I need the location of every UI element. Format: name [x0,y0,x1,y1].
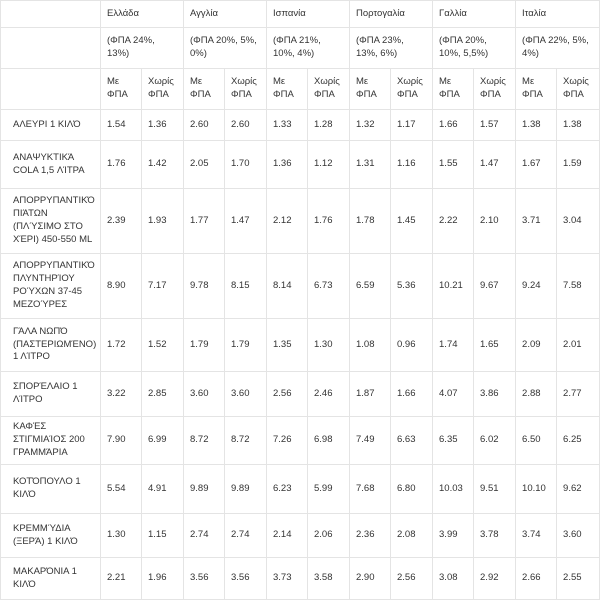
price-without-vat: 1.52 [142,319,184,372]
price-with-vat: 1.31 [350,141,391,189]
price-without-vat: 1.42 [142,141,184,189]
price-without-vat: 3.60 [557,514,600,558]
vat-rates: (ΦΠΑ 24%, 13%) [101,28,184,69]
price-without-vat: 7.58 [557,254,600,319]
price-with-vat: 7.26 [267,417,308,465]
price-with-vat: 5.54 [101,465,142,514]
table-row [1,141,600,189]
with-vat-header: Με ΦΠΑ [433,69,474,110]
country-header-row [1,1,600,28]
price-with-vat: 3.73 [267,558,308,600]
price-without-vat: 1.36 [142,110,184,141]
price-without-vat: 1.47 [225,189,267,254]
price-without-vat: 3.78 [474,514,516,558]
price-without-vat: 6.73 [308,254,350,319]
price-without-vat: 2.01 [557,319,600,372]
with-vat-header: Με ΦΠΑ [184,69,225,110]
price-without-vat: 8.15 [225,254,267,319]
without-vat-header: Χωρίς ΦΠΑ [474,69,516,110]
product-name: ΑΠΟΡΡΥΠΑΝΤΙΚΌ ΠΛΥΝΤΗΡΊΟΥ ΡΟΎΧΩΝ 37-45 ΜΕΖΟΎΡΕΣ [1,254,101,319]
price-with-vat: 3.74 [516,514,557,558]
price-without-vat: 6.80 [391,465,433,514]
product-name: ΣΠΟΡΈΛΑΙΟ 1 ΛΊΤΡΟ [1,372,101,417]
price-with-vat: 2.66 [516,558,557,600]
price-without-vat: 2.56 [391,558,433,600]
price-with-vat: 2.12 [267,189,308,254]
price-with-vat: 10.10 [516,465,557,514]
table-row [1,254,600,319]
price-with-vat: 2.36 [350,514,391,558]
product-name: ΑΛΕΥΡΙ 1 ΚΙΛΌ [1,110,101,141]
price-without-vat: 6.99 [142,417,184,465]
price-with-vat: 1.08 [350,319,391,372]
price-without-vat: 5.99 [308,465,350,514]
price-with-vat: 7.90 [101,417,142,465]
price-with-vat: 2.90 [350,558,391,600]
vat-corner-cell [1,28,101,69]
country-name: Ιταλία [516,1,600,28]
price-with-vat: 1.38 [516,110,557,141]
without-vat-header: Χωρίς ΦΠΑ [142,69,184,110]
price-without-vat: 2.77 [557,372,600,417]
price-with-vat: 9.24 [516,254,557,319]
price-without-vat: 1.59 [557,141,600,189]
price-without-vat: 1.45 [391,189,433,254]
without-vat-header: Χωρίς ΦΠΑ [557,69,600,110]
product-name: ΜΑΚΑΡΌΝΙΑ 1 ΚΙΛΌ [1,558,101,600]
price-with-vat: 2.22 [433,189,474,254]
price-with-vat: 1.77 [184,189,225,254]
price-without-vat: 2.08 [391,514,433,558]
price-with-vat: 6.35 [433,417,474,465]
country-name: Γαλλία [433,1,516,28]
price-with-vat: 7.68 [350,465,391,514]
with-vat-header: Με ΦΠΑ [267,69,308,110]
price-with-vat: 8.90 [101,254,142,319]
table-row [1,465,600,514]
price-with-vat: 6.50 [516,417,557,465]
price-with-vat: 1.67 [516,141,557,189]
price-with-vat: 6.59 [350,254,391,319]
price-without-vat: 7.17 [142,254,184,319]
price-with-vat: 1.30 [101,514,142,558]
price-without-vat: 1.70 [225,141,267,189]
country-name: Ελλάδα [101,1,184,28]
price-with-vat: 4.07 [433,372,474,417]
price-without-vat: 3.56 [225,558,267,600]
price-with-vat: 1.66 [433,110,474,141]
table-row [1,558,600,600]
price-with-vat: 2.09 [516,319,557,372]
price-with-vat: 3.71 [516,189,557,254]
table-row [1,417,600,465]
price-with-vat: 3.22 [101,372,142,417]
price-with-vat: 10.03 [433,465,474,514]
price-without-vat: 6.98 [308,417,350,465]
price-without-vat: 1.16 [391,141,433,189]
vat-rates: (ΦΠΑ 20%, 10%, 5,5%) [433,28,516,69]
sub-header-row [1,69,600,110]
price-with-vat: 1.54 [101,110,142,141]
price-without-vat: 9.67 [474,254,516,319]
price-with-vat: 3.56 [184,558,225,600]
price-with-vat: 1.36 [267,141,308,189]
price-without-vat: 6.02 [474,417,516,465]
product-name: ΑΝΑΨΥΚΤΙΚΆ COLA 1,5 ΛΊΤΡΑ [1,141,101,189]
with-vat-header: Με ΦΠΑ [101,69,142,110]
price-with-vat: 8.14 [267,254,308,319]
vat-rates: (ΦΠΑ 20%, 5%, 0%) [184,28,267,69]
price-with-vat: 1.55 [433,141,474,189]
price-with-vat: 10.21 [433,254,474,319]
without-vat-header: Χωρίς ΦΠΑ [391,69,433,110]
price-with-vat: 1.79 [184,319,225,372]
price-without-vat: 3.60 [225,372,267,417]
product-name: ΚΟΤΌΠΟΥΛΟ 1 ΚΙΛΌ [1,465,101,514]
price-without-vat: 2.92 [474,558,516,600]
price-without-vat: 6.63 [391,417,433,465]
country-name: Αγγλία [184,1,267,28]
vat-rates: (ΦΠΑ 22%, 5%, 4%) [516,28,600,69]
price-without-vat: 1.17 [391,110,433,141]
without-vat-header: Χωρίς ΦΠΑ [225,69,267,110]
vat-rates: (ΦΠΑ 23%, 13%, 6%) [350,28,433,69]
price-without-vat: 9.62 [557,465,600,514]
price-without-vat: 2.85 [142,372,184,417]
price-with-vat: 9.89 [184,465,225,514]
price-with-vat: 3.99 [433,514,474,558]
price-without-vat: 2.60 [225,110,267,141]
price-without-vat: 1.15 [142,514,184,558]
price-with-vat: 1.78 [350,189,391,254]
price-with-vat: 7.49 [350,417,391,465]
price-without-vat: 3.04 [557,189,600,254]
corner-cell [1,1,101,28]
price-without-vat: 1.76 [308,189,350,254]
price-with-vat: 1.35 [267,319,308,372]
price-with-vat: 2.88 [516,372,557,417]
table-row [1,372,600,417]
price-without-vat: 1.57 [474,110,516,141]
price-with-vat: 1.72 [101,319,142,372]
price-without-vat: 1.65 [474,319,516,372]
price-without-vat: 1.96 [142,558,184,600]
price-without-vat: 9.51 [474,465,516,514]
price-with-vat: 8.72 [184,417,225,465]
table-row [1,110,600,141]
table-row [1,189,600,254]
vat-rate-row [1,28,600,69]
price-with-vat: 1.33 [267,110,308,141]
price-with-vat: 1.32 [350,110,391,141]
price-without-vat: 2.55 [557,558,600,600]
with-vat-header: Με ΦΠΑ [516,69,557,110]
table-row [1,514,600,558]
price-without-vat: 1.47 [474,141,516,189]
product-name: ΚΡΕΜΜΎΔΙΑ (ΞΕΡΆ) 1 ΚΙΛΌ [1,514,101,558]
price-with-vat: 6.23 [267,465,308,514]
price-without-vat: 0.96 [391,319,433,372]
price-with-vat: 2.56 [267,372,308,417]
price-with-vat: 2.05 [184,141,225,189]
price-with-vat: 3.08 [433,558,474,600]
price-with-vat: 1.87 [350,372,391,417]
price-with-vat: 2.21 [101,558,142,600]
price-without-vat: 2.46 [308,372,350,417]
price-with-vat: 2.14 [267,514,308,558]
price-with-vat: 2.74 [184,514,225,558]
price-without-vat: 1.66 [391,372,433,417]
price-without-vat: 1.28 [308,110,350,141]
country-name: Πορτογαλία [350,1,433,28]
price-without-vat: 5.36 [391,254,433,319]
price-with-vat: 9.78 [184,254,225,319]
price-without-vat: 2.74 [225,514,267,558]
price-without-vat: 1.38 [557,110,600,141]
price-without-vat: 3.58 [308,558,350,600]
price-without-vat: 3.86 [474,372,516,417]
price-without-vat: 8.72 [225,417,267,465]
table-row [1,319,600,372]
price-with-vat: 2.60 [184,110,225,141]
country-name: Ισπανία [267,1,350,28]
without-vat-header: Χωρίς ΦΠΑ [308,69,350,110]
product-name: ΑΠΟΡΡΥΠΑΝΤΙΚΌ ΠΙΆΤΩΝ (ΠΛΎΣΙΜΟ ΣΤΟ ΧΈΡΙ) 450-550 ML [1,189,101,254]
price-without-vat: 6.25 [557,417,600,465]
price-without-vat: 4.91 [142,465,184,514]
sub-corner-cell [1,69,101,110]
price-without-vat: 9.89 [225,465,267,514]
price-with-vat: 3.60 [184,372,225,417]
price-with-vat: 2.39 [101,189,142,254]
price-with-vat: 1.74 [433,319,474,372]
price-without-vat: 2.10 [474,189,516,254]
price-without-vat: 1.30 [308,319,350,372]
price-without-vat: 2.06 [308,514,350,558]
with-vat-header: Με ΦΠΑ [350,69,391,110]
product-name: ΓΆΛΑ ΝΩΠΌ (ΠΑΣΤΕΡΙΩΜΈΝΟ) 1 ΛΊΤΡΟ [1,319,101,372]
price-without-vat: 1.79 [225,319,267,372]
vat-rates: (ΦΠΑ 21%, 10%, 4%) [267,28,350,69]
product-name: ΚΑΦΈΣ ΣΤΙΓΜΙΑΊΟΣ 200 ΓΡΑΜΜΆΡΙΑ [1,417,101,465]
price-with-vat: 1.76 [101,141,142,189]
price-without-vat: 1.12 [308,141,350,189]
price-without-vat: 1.93 [142,189,184,254]
